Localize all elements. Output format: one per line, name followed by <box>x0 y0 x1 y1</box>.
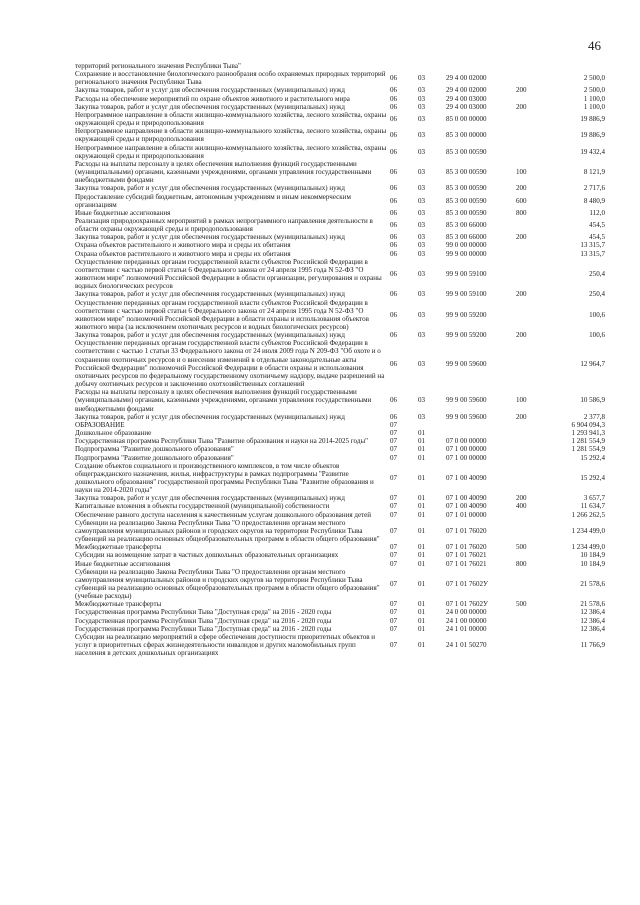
row-target-article: 07 1 01 76021 <box>446 551 487 560</box>
row-section: 07 <box>390 494 398 503</box>
row-name: Охрана объектов растительного и животного мира и среды их обитания <box>75 249 291 258</box>
table-row <box>75 339 605 388</box>
table-row <box>75 193 605 209</box>
row-target-article: 85 3 00 00590 <box>446 147 487 156</box>
row-amount: 454,5 <box>589 221 605 230</box>
row-expense-type <box>516 217 546 233</box>
row-subsection: 03 <box>418 269 426 278</box>
row-expense-type: 200 <box>516 331 527 340</box>
row-expense-type <box>516 258 546 291</box>
row-section: 06 <box>390 196 398 205</box>
row-name: территорий регионального значения Республики Тыва" <box>75 62 241 70</box>
row-name: Расходы на выплаты персоналу в целях обеспечения выполнения функций государственными (муниципальными) органами, казенными учреждениями, органами управления государственными внебюджетными фондами <box>75 159 372 185</box>
row-target-article: 24 1 01 50270 <box>446 641 487 650</box>
row-name: Закупка товаров, работ и услуг для обеспечения государственных (муниципальных) нужд <box>75 494 345 503</box>
row-expense-type <box>516 454 546 462</box>
row-section: 06 <box>390 331 398 340</box>
row-subsection: 03 <box>418 147 426 156</box>
row-expense-type: 200 <box>516 102 527 111</box>
table-row <box>75 543 605 551</box>
row-amount: 15 292,4 <box>580 453 605 462</box>
row-expense-type <box>516 111 546 127</box>
row-section: 07 <box>390 429 398 438</box>
row-target-article: 29 4 00 02000 <box>446 74 487 83</box>
row-section: 07 <box>390 641 398 650</box>
row-expense-type <box>516 339 546 388</box>
row-section: 07 <box>390 579 398 588</box>
row-expense-type <box>516 299 546 332</box>
table-row <box>75 299 605 332</box>
row-subsection: 01 <box>418 579 426 588</box>
row-target-article: 24 0 00 00000 <box>446 608 487 617</box>
row-amount: 1 281 554,9 <box>571 445 605 454</box>
row-name: Охрана объектов растительного и животного мира и среды их обитания <box>75 241 291 250</box>
row-name: Закупка товаров, работ и услуг для обеспечения государственных (муниципальных) нужд <box>75 102 345 111</box>
row-name: Межбюджетные трансферты <box>75 600 162 609</box>
row-name: Непрограммное направление в области жилищно-коммунального хозяйства, лесного хозяйства, охраны окружающей среды и природопользования <box>75 110 387 128</box>
row-target-article: 07 0 00 00000 <box>446 437 487 446</box>
row-expense-type <box>516 625 546 633</box>
row-amount: 15 292,4 <box>580 473 605 482</box>
row-expense-type <box>516 241 546 249</box>
row-name: Непрограммное направление в области жилищно-коммунального хозяйства, лесного хозяйства, охраны окружающей среды и природопользования <box>75 143 387 160</box>
row-section: 06 <box>390 241 398 250</box>
row-target-article: 07 1 00 00000 <box>446 445 487 454</box>
row-section: 06 <box>390 208 398 217</box>
row-name: Капитальные вложения в объекты государственной (муниципальной) собственности <box>75 502 330 511</box>
row-name: Подпрограмма "Развитие дошкольного образования" <box>75 453 234 462</box>
row-amount: 1 100,0 <box>583 94 605 103</box>
row-expense-type: 800 <box>516 208 527 217</box>
row-amount: 12 386,4 <box>580 616 605 625</box>
row-name: Закупка товаров, работ и услуг для обеспечения государственных (муниципальных) нужд <box>75 331 345 340</box>
row-amount: 13 315,7 <box>580 249 605 258</box>
row-subsection: 03 <box>418 412 426 421</box>
row-target-article: 07 1 01 7602У <box>446 579 488 588</box>
row-name: Осуществление переданных органам государственной власти субъектов Российской Федерации в соответствии с частью первой статьи 6 Федерального закона от 24 апреля 1995 года N 52-ФЗ "О животном мире" полномочий Российской Федерации в области организации, регулирования и охраны водных биологических ресурсов <box>75 257 382 291</box>
row-expense-type: 200 <box>516 290 527 299</box>
row-name: Закупка товаров, работ и услуг для обеспечения государственных (муниципальных) нужд <box>75 233 345 242</box>
row-amount: 11 766,9 <box>580 641 605 650</box>
row-section: 07 <box>390 437 398 446</box>
row-section: 07 <box>390 445 398 454</box>
row-target-article: 24 1 01 00000 <box>446 624 487 633</box>
row-name: Осуществление переданных органам государственной власти субъектов Российской Федерации в соответствии с частью 1 статьи 33 Федерального закона от 24 июля 2009 года N 209-ФЗ "Об охоте и о сохранении охотничьих ресурсов и о внесении изменений в отдельные законодательные акты Российской Федерации" полномочий Российской Федерации в области охраны и использования охотничьих ресурсов по федеральному государственному охотничьему надзору, выдаче разрешений на добычу охотничьих ресурсов и заключению охотхозяйственных соглашений <box>75 339 385 389</box>
row-target-article: 99 0 00 00000 <box>446 241 487 250</box>
row-expense-type: 100 <box>516 396 527 405</box>
row-amount: 19 886,9 <box>580 131 605 140</box>
row-name: Расходы на выплаты персоналу в целях обеспечения выполнения функций государственными (муниципальными) органами, казенными учреждениями, органами управления государственными внебюджетными фондами <box>75 388 372 413</box>
row-name: Закупка товаров, работ и услуг для обеспечения государственных (муниципальных) нужд <box>75 86 345 95</box>
row-section: 07 <box>390 502 398 511</box>
row-target-article <box>446 421 516 429</box>
table-row <box>75 103 605 111</box>
row-section: 06 <box>390 310 398 319</box>
row-name: Межбюджетные трансферты <box>75 543 162 552</box>
row-amount: 112,0 <box>589 208 605 217</box>
row-expense-type <box>516 62 546 70</box>
row-expense-type <box>516 617 546 625</box>
row-target-article: 85 0 00 00000 <box>446 115 487 124</box>
row-name: Закупка товаров, работ и услуг для обеспечения государственных (муниципальных) нужд <box>75 184 345 193</box>
row-target-article: 99 9 00 00000 <box>446 249 487 258</box>
row-name: Дошкольное образование <box>75 429 152 438</box>
row-section: 06 <box>390 221 398 230</box>
row-target-article: 85 3 00 00590 <box>446 208 487 217</box>
row-expense-type <box>516 568 546 601</box>
row-target-article: 99 9 00 59600 <box>446 412 487 421</box>
row-subsection: 03 <box>418 94 426 103</box>
row-subsection: 03 <box>418 208 426 217</box>
row-section: 06 <box>390 115 398 124</box>
row-section: 06 <box>390 86 398 95</box>
row-name: Иные бюджетные ассигнования <box>75 559 171 568</box>
row-subsection: 03 <box>418 102 426 111</box>
row-name: Расходы на обеспечение мероприятий по охране объектов животного и растительного мира <box>75 94 350 103</box>
row-expense-type: 200 <box>516 233 527 242</box>
row-amount: 1 266 262,5 <box>571 510 605 519</box>
table-row <box>75 519 605 543</box>
row-section: 06 <box>390 147 398 156</box>
row-subsection: 01 <box>418 600 426 609</box>
row-subsection: 01 <box>418 437 426 446</box>
row-amount: 8 480,9 <box>583 196 605 205</box>
table-row <box>75 568 605 601</box>
table-row <box>75 633 605 657</box>
table-row <box>75 62 605 70</box>
row-amount: 12 964,7 <box>580 359 605 368</box>
table-row <box>75 608 605 616</box>
row-name: Субвенции на реализацию Закона Республики Тыва "О предоставлении органам местного самоуправления муниципальных районов и городских округов на территории Республики Тыва субвенций на реализацию основных общеобразовательных программ в области общего образования" <box>75 518 380 544</box>
row-section: 06 <box>390 131 398 140</box>
row-expense-type: 800 <box>516 559 527 568</box>
row-expense-type: 200 <box>516 494 527 503</box>
row-section: 07 <box>390 616 398 625</box>
row-subsection: 03 <box>418 310 426 319</box>
row-amount: 6 904 094,3 <box>571 420 605 429</box>
row-section: 06 <box>390 396 398 405</box>
row-subsection: 03 <box>418 249 426 258</box>
table-row <box>75 511 605 519</box>
row-section: 07 <box>390 600 398 609</box>
row-section: 07 <box>390 420 398 429</box>
table-row <box>75 413 605 421</box>
table-row <box>75 560 605 568</box>
table-row <box>75 70 605 86</box>
table-row <box>75 437 605 445</box>
row-name: Закупка товаров, работ и услуг для обеспечения государственных (муниципальных) нужд <box>75 412 345 421</box>
row-name: Субсидии на возмещение затрат в частных дошкольных образовательных организациях <box>75 551 339 560</box>
table-row <box>75 502 605 510</box>
row-amount <box>546 62 605 70</box>
row-subsection: 03 <box>418 196 426 205</box>
row-target-article: 99 9 00 59200 <box>446 310 487 319</box>
row-target-article: 29 4 00 03000 <box>446 102 487 111</box>
row-name: Закупка товаров, работ и услуг для обеспечения государственных (муниципальных) нужд <box>75 290 345 299</box>
row-amount: 100,6 <box>589 331 605 340</box>
row-amount: 12 386,4 <box>580 624 605 633</box>
row-amount: 1 234 499,0 <box>571 543 605 552</box>
row-section: 06 <box>390 102 398 111</box>
row-amount: 454,5 <box>589 233 605 242</box>
row-subsection: 01 <box>418 526 426 535</box>
table-row <box>75 241 605 249</box>
row-subsection: 01 <box>418 624 426 633</box>
row-section: 06 <box>390 269 398 278</box>
row-amount: 12 386,4 <box>580 608 605 617</box>
row-amount: 250,4 <box>589 290 605 299</box>
row-expense-type <box>516 551 546 559</box>
row-target-article: 85 3 00 66000 <box>446 221 487 230</box>
row-section: 06 <box>390 233 398 242</box>
row-amount: 3 657,7 <box>583 494 605 503</box>
row-target-article: 07 1 01 76020 <box>446 526 487 535</box>
row-expense-type <box>516 127 546 143</box>
table-row <box>75 86 605 94</box>
row-target-article: 85 3 00 00590 <box>446 184 487 193</box>
row-name: Государственная программа Республики Тыва "Доступная среда" на 2016 - 2020 годы <box>75 616 332 625</box>
page-number: 46 <box>588 38 601 53</box>
row-name: Подпрограмма "Развитие дошкольного образования" <box>75 445 234 454</box>
row-target-article: 07 1 00 00000 <box>446 453 487 462</box>
row-subsection: 03 <box>418 359 426 368</box>
row-section: 06 <box>390 359 398 368</box>
row-subsection: 01 <box>418 429 426 438</box>
row-target-article: 85 3 00 66000 <box>446 233 487 242</box>
table-row <box>75 617 605 625</box>
row-name: Субвенции на реализацию Закона Республики Тыва "О предоставлении органам местного самоуправления муниципальных районов и городских округов на территории Республики Тыва субвенций на реализацию основных общеобразовательных программ в области общего образования" (учебные расходы) <box>75 567 380 601</box>
row-target-article: 07 1 00 40090 <box>446 473 487 482</box>
table-row <box>75 127 605 143</box>
row-amount: 21 578,6 <box>580 600 605 609</box>
row-name: Субсидии на реализацию мероприятий в сфере обеспечения доступности приоритетных объектов и услуг в приоритетных сферах жизнедеятельности инвалидов и других маломобильных групп населения в детских дошкольных организациях <box>75 632 376 658</box>
row-subsection: 03 <box>418 131 426 140</box>
row-expense-type <box>516 70 546 86</box>
row-target-article: 07 1 00 40090 <box>446 502 487 511</box>
table-row <box>75 111 605 127</box>
row-expense-type <box>516 95 546 103</box>
table-row <box>75 184 605 192</box>
row-target-article: 85 3 00 00590 <box>446 168 487 177</box>
row-section: 07 <box>390 551 398 560</box>
row-subsection: 03 <box>418 74 426 83</box>
row-subsection: 01 <box>418 453 426 462</box>
row-subsection: 01 <box>418 559 426 568</box>
row-target-article: 99 9 00 59600 <box>446 359 487 368</box>
table-row <box>75 144 605 160</box>
row-amount: 10 184,9 <box>580 559 605 568</box>
row-target-article: 24 1 00 00000 <box>446 616 487 625</box>
row-amount: 19 886,9 <box>580 115 605 124</box>
row-target-article: 07 1 00 40090 <box>446 494 487 503</box>
row-name: Государственная программа Республики Тыва "Доступная среда" на 2016 - 2020 годы <box>75 608 332 617</box>
row-section: 06 <box>390 184 398 193</box>
row-section: 07 <box>390 473 398 482</box>
row-subsection: 01 <box>418 608 426 617</box>
row-section: 06 <box>390 94 398 103</box>
table-row <box>75 429 605 437</box>
row-expense-type <box>516 437 546 445</box>
row-amount: 2 717,6 <box>583 184 605 193</box>
row-amount: 19 432,4 <box>580 147 605 156</box>
row-subsection: 03 <box>418 86 426 95</box>
row-amount: 250,4 <box>589 269 605 278</box>
row-amount: 21 578,6 <box>580 579 605 588</box>
row-amount: 100,6 <box>589 310 605 319</box>
row-amount: 2 500,0 <box>583 86 605 95</box>
table-row <box>75 494 605 502</box>
row-amount: 11 634,7 <box>580 502 605 511</box>
row-section: 07 <box>390 543 398 552</box>
row-subsection <box>418 62 446 70</box>
row-section: 06 <box>390 290 398 299</box>
row-expense-type: 200 <box>516 184 527 193</box>
table-row <box>75 209 605 217</box>
row-expense-type <box>516 250 546 258</box>
row-name: Сохранение и восстановление биологического разнообразия особо охраняемых природных территорий регионального значения Республики Тыва <box>75 70 386 87</box>
row-target-article: 99 9 00 59200 <box>446 331 487 340</box>
row-name: Предоставление субсидий бюджетным, автономным учреждениям и иным некоммерческим организациям <box>75 192 351 209</box>
row-expense-type <box>516 445 546 453</box>
row-target-article: 07 1 01 76021 <box>446 559 487 568</box>
row-subsection: 01 <box>418 510 426 519</box>
row-amount: 8 121,9 <box>583 168 605 177</box>
row-expense-type <box>516 429 546 437</box>
row-subsection: 03 <box>418 184 426 193</box>
row-target-article: 07 1 01 76020 <box>446 543 487 552</box>
row-target-article: 85 3 00 00590 <box>446 196 487 205</box>
row-subsection: 03 <box>418 115 426 124</box>
row-amount: 13 315,7 <box>580 241 605 250</box>
row-subsection: 03 <box>418 331 426 340</box>
table-row <box>75 331 605 339</box>
table-row <box>75 551 605 559</box>
table-row <box>75 258 605 291</box>
row-amount: 1 293 941,3 <box>571 429 605 438</box>
row-expense-type: 500 <box>516 600 527 609</box>
row-section: 06 <box>390 168 398 177</box>
row-amount: 1 234 499,0 <box>571 526 605 535</box>
row-target-article <box>446 62 516 70</box>
row-target-article: 29 4 00 02000 <box>446 86 487 95</box>
row-subsection: 03 <box>418 168 426 177</box>
row-section <box>388 62 418 70</box>
row-amount: 10 586,9 <box>580 396 605 405</box>
table-row <box>75 290 605 298</box>
row-expense-type: 500 <box>516 543 527 552</box>
table-row <box>75 600 605 608</box>
row-name: Государственная программа Республики Тыва "Доступная среда" на 2016 - 2020 годы <box>75 624 332 633</box>
budget-table <box>75 62 605 657</box>
row-name: Создание объектов социального и производственного комплексов, в том числе объектов общегражданского назначения, жилья, инфраструктуры в рамках подпрограммы "Развитие дошкольного образования" государственной программы Республики Тыва "Развитие образования и науки на 2014-2020 годы" <box>75 461 374 495</box>
row-subsection: 03 <box>418 241 426 250</box>
row-section: 07 <box>390 624 398 633</box>
row-subsection: 03 <box>418 396 426 405</box>
row-expense-type <box>516 519 546 543</box>
row-section: 07 <box>390 526 398 535</box>
table-row <box>75 445 605 453</box>
table-row <box>75 421 605 429</box>
row-expense-type <box>516 511 546 519</box>
row-amount: 2 500,0 <box>583 74 605 83</box>
row-target-article: 29 4 00 03000 <box>446 94 487 103</box>
row-expense-type: 200 <box>516 412 527 421</box>
row-expense-type: 400 <box>516 502 527 511</box>
row-expense-type: 600 <box>516 196 527 205</box>
row-target-article: 99 9 00 59100 <box>446 290 487 299</box>
row-section: 07 <box>390 453 398 462</box>
row-subsection: 01 <box>418 543 426 552</box>
budget-table-body <box>75 62 605 657</box>
row-target-article: 99 9 00 59600 <box>446 396 487 405</box>
row-target-article <box>446 429 516 437</box>
row-name: Непрограммное направление в области жилищно-коммунального хозяйства, лесного хозяйства, охраны окружающей среды и природопользования <box>75 127 387 144</box>
row-amount: 1 100,0 <box>583 102 605 111</box>
row-name: Осуществление переданных органам государственной власти субъектов Российской Федерации в соответствии с частью первой статьи 6 Федерального закона от 24 апреля 1995 года N 52-ФЗ "О животном мире" полномочий Российской Федерации в области охраны и использования объектов животного мира (за исключением охотничьих ресурсов и водных биологических ресурсов) <box>75 298 369 331</box>
row-subsection: 01 <box>418 494 426 503</box>
row-section: 06 <box>390 412 398 421</box>
row-target-article: 07 1 01 00000 <box>446 510 487 519</box>
row-subsection: 01 <box>418 551 426 560</box>
table-row <box>75 233 605 241</box>
row-amount: 1 281 554,9 <box>571 437 605 446</box>
table-row <box>75 388 605 412</box>
row-name: Обеспечение равного доступа населения к качественным услугам дошкольного образования детей <box>75 510 372 519</box>
row-subsection: 01 <box>418 641 426 650</box>
row-expense-type <box>516 608 546 616</box>
row-section: 06 <box>390 249 398 258</box>
row-target-article: 99 9 00 59100 <box>446 269 487 278</box>
row-section: 07 <box>390 559 398 568</box>
row-subsection: 01 <box>418 616 426 625</box>
row-subsection: 03 <box>418 290 426 299</box>
table-row <box>75 625 605 633</box>
row-expense-type <box>516 462 546 495</box>
row-subsection: 03 <box>418 233 426 242</box>
table-row <box>75 95 605 103</box>
row-amount: 10 184,9 <box>580 551 605 560</box>
row-subsection: 01 <box>418 473 426 482</box>
table-row <box>75 462 605 495</box>
row-expense-type <box>516 421 546 429</box>
row-name: Государственная программа Республики Тыва "Развитие образования и науки на 2014-2025 годы" <box>75 437 369 446</box>
row-expense-type: 200 <box>516 86 527 95</box>
table-row <box>75 217 605 233</box>
row-subsection: 03 <box>418 221 426 230</box>
row-target-article: 85 3 00 00000 <box>446 131 487 140</box>
row-name: Иные бюджетные ассигнования <box>75 208 171 217</box>
row-expense-type <box>516 144 546 160</box>
row-section: 07 <box>390 510 398 519</box>
table-row <box>75 160 605 184</box>
row-subsection <box>418 421 446 429</box>
row-expense-type <box>516 633 546 657</box>
table-row <box>75 250 605 258</box>
row-section: 06 <box>390 74 398 83</box>
row-expense-type: 100 <box>516 168 527 177</box>
row-section: 07 <box>390 608 398 617</box>
row-amount: 2 377,8 <box>583 412 605 421</box>
table-row <box>75 454 605 462</box>
row-target-article: 07 1 01 7602У <box>446 600 488 609</box>
row-subsection: 01 <box>418 445 426 454</box>
row-name: Реализация природоохранных мероприятий в рамках непрограммного направления деятельности в области охраны окружающей среды и природопользования <box>75 216 373 234</box>
row-name: ОБРАЗОВАНИЕ <box>75 420 125 429</box>
row-subsection: 01 <box>418 502 426 511</box>
